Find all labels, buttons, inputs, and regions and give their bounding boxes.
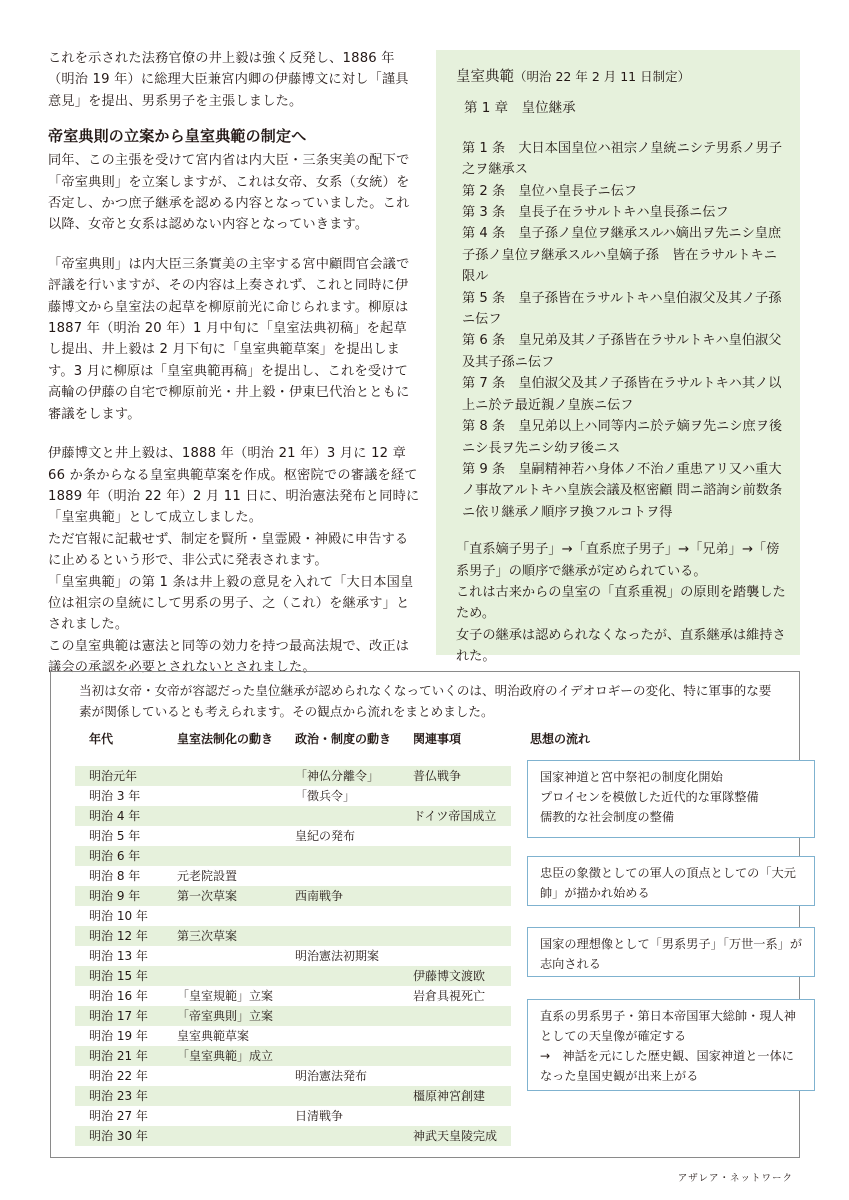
cell-related: 伊藤博文渡欧 [413,969,486,983]
table-row [75,1006,511,1026]
paragraph-7: この皇室典範は憲法と同等の効力を持つ最高法規で、改正は議会の承認を必要とされないとされました。 [48,638,410,676]
cell-related: 橿原神宮創建 [413,1089,486,1103]
thought-flow-box: 国家神道と宮中祭祀の制度化開始 プロイセンを模倣した近代的な軍隊整備 儒教的な社会制度の整備 [527,760,815,838]
table-row [75,846,511,866]
section-heading: 帝室典則の立案から皇室典範の制定へ [48,127,307,146]
panel-title-line [456,66,786,88]
cell-politics: 明治憲法発布 [295,1069,368,1083]
article-list [462,138,786,523]
imperial-house-law-panel [436,50,800,665]
table-row [75,1126,511,1146]
cell-year: 明治 5 年 [89,829,141,843]
cell-law: 皇室典範草案 [177,1029,250,1043]
cell-politics: 西南戦争 [295,889,344,903]
table-row [75,986,511,1006]
article-item: 第 7 条 皇伯淑父及其ノ子孫皆在ラサルトキハ其ノ以上ニ於テ最近親ノ皇族ニ伝フ [462,376,782,413]
header-related: 関連事項 [413,732,462,746]
cell-year: 明治 6 年 [89,849,141,863]
header-politics: 政治・制度の動き [295,732,392,746]
table-row [75,926,511,946]
panel-note-line: 「直系嫡子男子」→「直系庶子男子」→「兄弟」→「傍系男子」の順序で継承が定められている。 [456,542,780,579]
paragraph-6: 「皇室典範」の第 1 条は井上毅の意見を入れて「大日本国皇位は祖宗の皇統にして男系の男子、之（これ）を継承す」とされました。 [48,574,414,633]
cell-year: 明治 9 年 [89,889,141,903]
table-row [75,766,511,786]
paragraph-5: ただ官報に記載せず、制定を賢所・皇霊殿・神殿に申告するに止めるという形で、非公式に発表されます。 [48,531,409,569]
panel-note-line: これは古来からの皇室の「直系重視」の原則を踏襲したため。 [456,584,786,622]
table-row [75,966,511,986]
cell-politics: 「神仏分離令」 [295,769,380,783]
cell-law: 第一次草案 [177,889,238,903]
cell-year: 明治 27 年 [89,1109,148,1123]
cell-year: 明治 12 年 [89,929,148,943]
cell-politics: 皇紀の発布 [295,829,356,843]
table-row [75,866,511,886]
article-item: 第 9 条 皇嗣精神若ハ身体ノ不治ノ重患アリ又ハ重大ノ事故アルトキハ皇族会議及枢密顧 問ニ諮詢シ前数条ニ依リ継承ノ順序ヲ換フルコトヲ得 [462,461,783,520]
paragraph-4: 伊藤博文と井上毅は、1888 年（明治 21 年）3 月に 12 章 66 か条からなる皇室典範草案を作成。枢密院での審議を経て 1889 年（明治 22 年）2 月 11 日に、明治憲法発布と同時に「皇室典範」として成立しました。 [48,446,420,526]
cell-year: 明治 15 年 [89,969,148,983]
table-row [75,906,511,926]
cell-law: 「皇室規範」立案 [177,989,274,1003]
thought-flow-box: 国家の理想像として「男系男子」「万世一系」が志向される [527,927,815,977]
header-thought: 思想の流れ [530,732,591,746]
table-row [75,826,511,846]
header-law: 皇室法制化の動き [177,732,274,746]
cell-year: 明治 13 年 [89,949,148,963]
cell-year: 明治 3 年 [89,789,141,803]
cell-related: 普仏戦争 [413,769,462,783]
article-item: 第 8 条 皇兄弟以上ハ同等内ニ於テ嫡ヲ先ニシ庶ヲ後ニシ長ヲ先ニシ幼ヲ後ニス [462,419,783,456]
timeline-table [75,766,511,1146]
cell-year: 明治 23 年 [89,1089,148,1103]
table-row [75,1046,511,1066]
table-row [75,806,511,826]
cell-politics: 日清戦争 [295,1109,344,1123]
paragraph-1: これを示された法務官僚の井上毅は強く反発し、1886 年（明治 19 年）に総理大臣兼宮内卿の伊藤博文に対し「謹具意見」を提出、男系男子を主張しました。 [48,51,409,109]
cell-politics: 「徴兵令」 [295,789,356,803]
thought-flow-box: 直系の男系男子・第日本帝国軍大総帥・現人神としての天皇像が確定する → 神話を元にした歴史観、国家神道と一体になった皇国史観が出来上がる [527,999,815,1091]
cell-politics: 明治憲法初期案 [295,949,380,963]
cell-year: 明治 19 年 [89,1029,148,1043]
cell-year: 明治 10 年 [89,909,148,923]
cell-year: 明治 16 年 [89,989,148,1003]
thought-flow-box: 忠臣の象徴としての軍人の頂点としての「大元帥」が描かれ始める [527,856,815,906]
cell-law: 元老院設置 [177,869,238,883]
article-item: 第 2 条 皇位ハ皇長子ニ伝フ [462,183,638,199]
table-row [75,1106,511,1126]
panel-date: （明治 22 年 2 月 11 日制定） [514,69,691,84]
header-year: 年代 [89,732,114,746]
cell-year: 明治 21 年 [89,1049,148,1063]
timeline-intro: 当初は女帝・女帝が容認だった皇位継承が認められなくなっていくのは、明治政府のイデオロギーの変化、特に軍事的な要素が関係しているとも考えられます。その観点から流れをまとめました。 [79,683,772,719]
cell-law: 「皇室典範」成立 [177,1049,274,1063]
paragraph-2: 同年、この主張を受けて宮内省は内大臣・三条実美の配下で「帝室典則」を立案しますが、これは女帝、女系（女統）を否定し、かつ庶子継承を認める内容となっていました。これ以降、女帝と女系は認めない内容となっていきます。 [48,153,410,233]
panel-chapter: 第 1 章 皇位継承 [464,100,576,117]
panel-note [456,539,786,667]
left-column [48,48,420,679]
table-row [75,1026,511,1046]
cell-law: 「帝室典則」立案 [177,1009,274,1023]
table-row [75,946,511,966]
cell-year: 明治元年 [89,769,138,783]
article-item: 第 5 条 皇子孫皆在ラサルトキハ皇伯淑父及其ノ子孫ニ伝フ [462,290,782,328]
footer-credit: アザレア・ネットワーク [677,1173,793,1184]
cell-year: 明治 22 年 [89,1069,148,1083]
table-row [75,1086,511,1106]
article-item: 第 3 条 皇長子在ラサルトキハ皇長孫ニ伝フ [462,205,729,221]
article-item: 第 1 条 大日本国皇位ハ祖宗ノ皇統ニシテ男系ノ男子之ヲ継承ス [462,140,783,178]
cell-related: 神武天皇陵完成 [413,1129,498,1143]
panel-title: 皇室典範 [456,69,514,85]
cell-year: 明治 17 年 [89,1009,148,1023]
cell-year: 明治 8 年 [89,869,141,883]
cell-related: ドイツ帝国成立 [413,809,497,823]
cell-year: 明治 4 年 [89,809,141,823]
table-row [75,786,511,806]
cell-related: 岩倉具視死亡 [413,989,486,1003]
article-item: 第 4 条 皇子孫ノ皇位ヲ継承スルハ嫡出ヲ先ニシ皇庶子孫ノ皇位ヲ継承スルハ皇嫡子孫 皆在ラサルトキニ限ル [462,226,782,285]
table-row [75,886,511,906]
table-row [75,1066,511,1086]
article-item: 第 6 条 皇兄弟及其ノ子孫皆在ラサルトキハ皇伯淑父及其子孫ニ伝フ [462,333,782,370]
cell-year: 明治 30 年 [89,1129,148,1143]
panel-note-line: 女子の継承は認められなくなったが、直系継承は維持された。 [456,627,786,665]
cell-law: 第三次草案 [177,929,238,943]
paragraph-3: 「帝室典則」は内大臣三条實美の主宰する宮中顧問官会議で評議を行いますが、その内容は上奏されず、これと同時に伊藤博文から皇室法の起草を柳原前光に命じられます。柳原は 1887 年（明治 20 年）1 月中旬に「皇室法典初稿」を起草し提出、井上毅は 2 月下旬に「皇室典範草案」を提出します。3 月に柳原は「皇室典範再稿」を提出し、これを受けて高輪の伊藤の自宅で柳原前光・井上毅・伊東巳代治とともに審議をします。 [48,256,410,422]
